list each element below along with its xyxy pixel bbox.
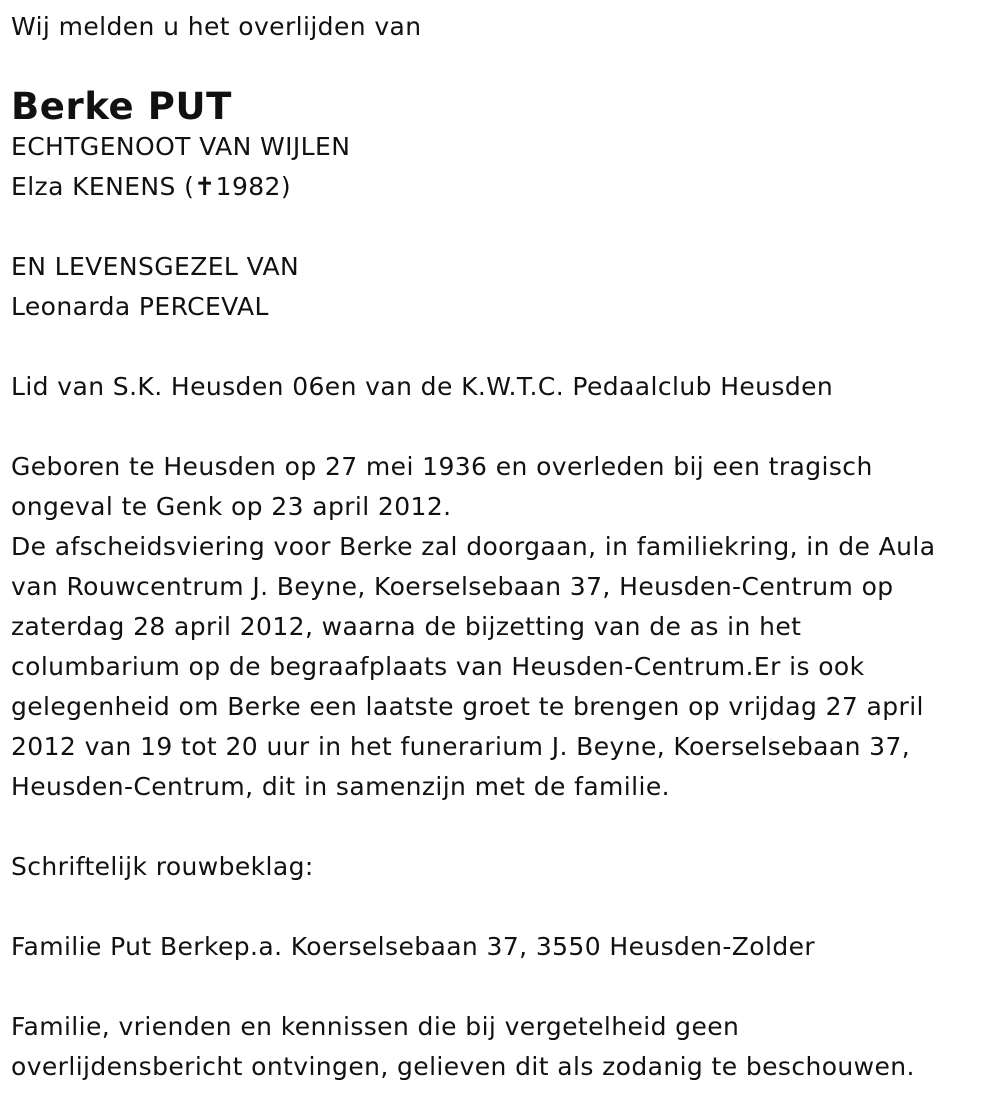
body-line: 2012 van 19 tot 20 uur in het funerarium J. Beyne, Koerselsebaan 37, <box>11 732 911 761</box>
closing-paragraph <box>11 1007 986 1087</box>
name-block <box>11 47 986 127</box>
spacer <box>11 407 986 447</box>
spacer <box>11 807 986 847</box>
death-notice <box>11 7 986 1087</box>
body-line: ongeval te Genk op 23 april 2012. <box>11 492 452 521</box>
body-line: Heusden-Centrum, dit in samenzijn met de familie. <box>11 772 670 801</box>
spouse-title: ECHTGENOOT VAN WIJLEN <box>11 132 351 161</box>
condolence-label: Schriftelijk rouwbeklag: <box>11 852 314 881</box>
closing-line: Familie, vrienden en kennissen die bij vergetelheid geen <box>11 1012 740 1041</box>
condolence-address: Familie Put Berkep.a. Koerselsebaan 37, 3550 Heusden-Zolder <box>11 932 816 961</box>
body-line: Geboren te Heusden op 27 mei 1936 en overleden bij een tragisch <box>11 452 873 481</box>
body-line: gelegenheid om Berke een laatste groet te brengen op vrijdag 27 april <box>11 692 924 721</box>
body-line: van Rouwcentrum J. Beyne, Koerselsebaan 37, Heusden-Centrum op <box>11 572 894 601</box>
spacer <box>11 327 986 367</box>
partner-name: Leonarda PERCEVAL <box>11 292 269 321</box>
body-paragraph <box>11 447 986 807</box>
body-line: De afscheidsviering voor Berke zal doorgaan, in familiekring, in de Aula <box>11 532 936 561</box>
spacer <box>11 207 986 247</box>
spacer <box>11 887 986 927</box>
membership-text: Lid van S.K. Heusden 06en van de K.W.T.C. Pedaalclub Heusden <box>11 372 834 401</box>
body-line: columbarium op de begraafplaats van Heusden-Centrum.Er is ook <box>11 652 865 681</box>
closing-line: overlijdensbericht ontvingen, gelieven dit als zodanig te beschouwen. <box>11 1052 915 1081</box>
partner-title: EN LEVENSGEZEL VAN <box>11 252 300 281</box>
deceased-name: Berke PUT <box>11 85 232 128</box>
spouse-name: Elza KENENS (✝1982) <box>11 172 292 201</box>
body-line: zaterdag 28 april 2012, waarna de bijzetting van de as in het <box>11 612 802 641</box>
spacer <box>11 967 986 1007</box>
intro-text: Wij melden u het overlijden van <box>11 12 422 41</box>
